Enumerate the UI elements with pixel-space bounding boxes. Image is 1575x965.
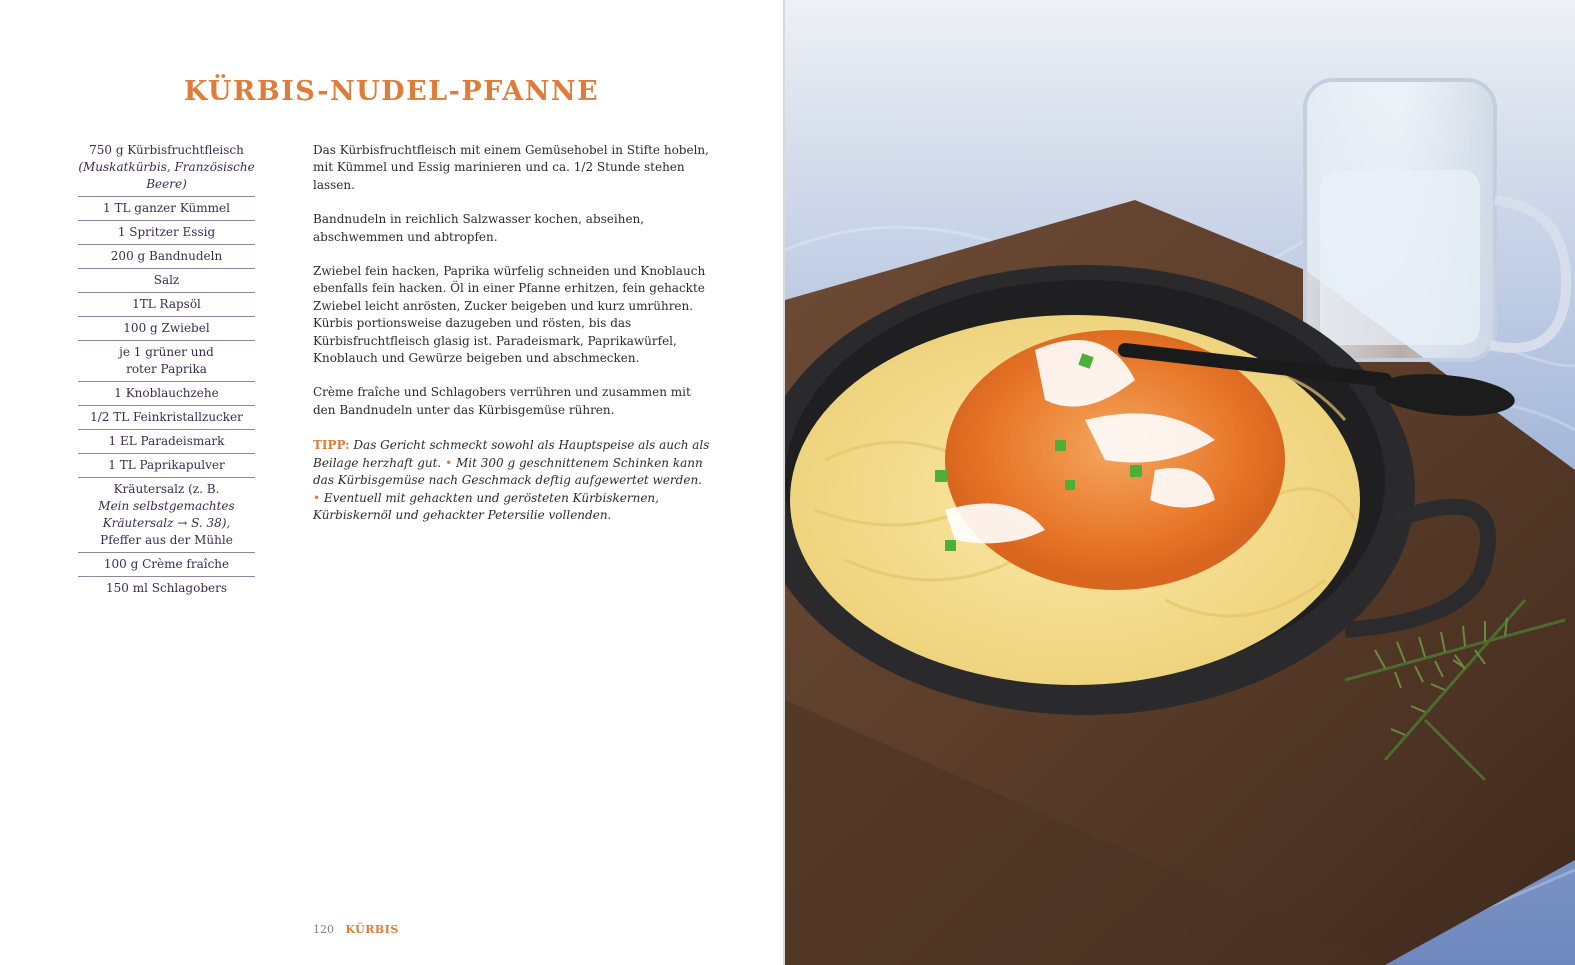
dish-photo <box>785 0 1575 965</box>
step-paragraph: Das Kürbisfruchtfleisch mit einem Gemüsehobel in Stifte hobeln, mit Kümmel und Essig marinieren und ca. 1/2 Stunde stehen lassen. <box>313 143 709 192</box>
ingredient-main: 750 g Kürbisfruchtfleisch <box>89 143 244 157</box>
ingredient-note: Mein selbstgemachtes Kräutersalz → S. 38), <box>98 499 235 530</box>
method-text <box>313 142 711 524</box>
ingredient-item <box>78 478 255 553</box>
step-paragraph: Zwiebel fein hacken, Paprika würfelig schneiden und Knoblauch ebenfalls fein hacken. Öl in einer Pfanne erhitzen, fein gehackte Zwiebel leicht anrösten, Zucker beigeben und kurz umrühren. Kürbis portionsweise dazugeben und rösten, bis das Kürbisfruchtfleisch glasig ist. Paradeismark, Paprikawürfel, Knoblauch und Gewürze beigeben und abschmecken. <box>313 264 706 366</box>
ingredient-item: je 1 grüner und roter Paprika <box>78 341 255 382</box>
tip-text: Mit 300 g geschnittenem Schinken kann das Kürbisgemüse nach Geschmack deftig aufgewertet werden. <box>313 455 703 488</box>
ingredient-item: 1/2 TL Feinkristallzucker <box>78 406 255 430</box>
ingredient-item: 200 g Bandnudeln <box>78 245 255 269</box>
ingredient-list <box>78 142 255 600</box>
ingredient-item: 1 TL Paprikapulver <box>78 454 255 478</box>
tip-box <box>313 437 711 524</box>
bullet-icon: • <box>445 455 453 470</box>
ingredient-item: 1 Knoblauchzehe <box>78 382 255 406</box>
ingredient-item: 1TL Rapsöl <box>78 293 255 317</box>
step-paragraph: Crème fraîche und Schlagobers verrühren und zusammen mit den Bandnudeln unter das Kürbisgemüse rühren. <box>313 385 691 417</box>
ingredient-tail: Pfeffer aus der Mühle <box>100 533 233 547</box>
step-paragraph: Bandnudeln in reichlich Salzwasser kochen, abseihen, abschwemmen und abtropfen. <box>313 212 645 244</box>
section-name: KÜRBIS <box>345 923 399 936</box>
ingredient-item: 100 g Crème fraîche <box>78 553 255 577</box>
ingredient-item: Salz <box>78 269 255 293</box>
ingredient-item: 1 TL ganzer Kümmel <box>78 197 255 221</box>
tip-text: Das Gericht schmeckt sowohl als Hauptspeise als auch als Beilage herzhaft gut. <box>313 438 710 470</box>
dish-photo-illustration <box>785 0 1575 965</box>
ingredient-main: Kräutersalz (z. B. <box>113 482 220 496</box>
page-footer <box>313 923 399 936</box>
ingredient-note: (Muskatkürbis, Französische Beere) <box>78 160 255 191</box>
ingredient-item: 1 Spritzer Essig <box>78 221 255 245</box>
tip-label: TIPP: <box>313 438 350 453</box>
bullet-icon: • <box>313 490 321 505</box>
recipe-title: KÜRBIS-NUDEL-PFANNE <box>183 76 600 107</box>
ingredient-item: 1 EL Paradeismark <box>78 430 255 454</box>
ingredient-item: 150 ml Schlagobers <box>106 581 227 595</box>
page-number: 120 <box>313 923 334 936</box>
ingredient-item <box>78 142 255 197</box>
tip-text: Eventuell mit gehackten und gerösteten Kürbiskernen, Kürbiskernöl und gehackter Petersilie vollenden. <box>313 490 659 522</box>
ingredient-item: 100 g Zwiebel <box>78 317 255 341</box>
left-page <box>0 0 783 965</box>
